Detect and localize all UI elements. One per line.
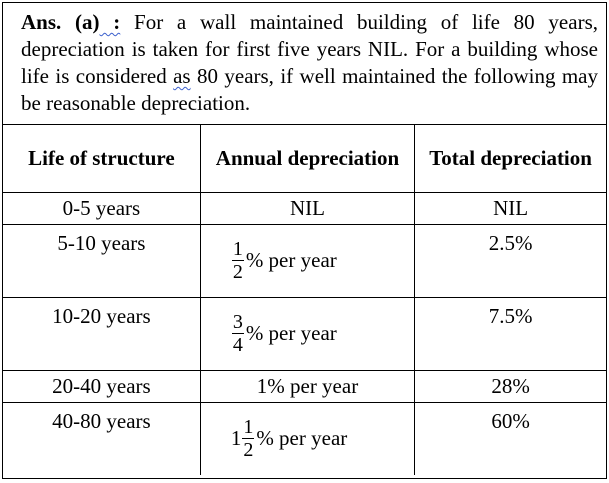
life-cell: 5-10 years: [3, 224, 200, 297]
fraction-denominator: 2: [232, 261, 243, 283]
header-annual-depreciation: Annual depreciation: [200, 125, 414, 192]
total-cell: NIL: [415, 192, 606, 224]
annual-cell: NIL: [200, 192, 414, 224]
answer-label-text: Ans. (a): [21, 10, 100, 34]
rate-suffix: % per year: [245, 248, 337, 272]
table-row: [3, 224, 606, 297]
fraction-denominator: 2: [243, 439, 254, 461]
answer-label: [21, 10, 120, 34]
life-cell: 20-40 years: [3, 370, 200, 402]
rate-suffix: % per year: [245, 321, 337, 345]
annual-cell: [200, 224, 414, 297]
table-row: [3, 297, 606, 370]
answer-text-part-1: For a wall maintained building of life 80 years, depreciation is taken for first five years NIL. For a building whose life is considered: [21, 10, 598, 88]
table-row: [3, 370, 606, 402]
rate-whole: 1: [230, 426, 242, 450]
table-row: [3, 402, 606, 475]
answer-colon: :: [99, 10, 121, 34]
fraction-numerator: 3: [232, 311, 243, 333]
total-cell: 60%: [491, 408, 530, 433]
total-cell: 28%: [415, 370, 606, 402]
header-total-depreciation: Total depreciation: [415, 125, 606, 192]
table-header-row: [3, 125, 606, 192]
rate-fraction: [232, 238, 244, 283]
fraction-numerator: 1: [232, 238, 243, 260]
header-life-of-structure: Life of structure: [3, 125, 200, 192]
table-row: [3, 192, 606, 224]
annual-cell: 1% per year: [200, 370, 414, 402]
total-cell: 2.5%: [415, 224, 606, 297]
life-cell: 0-5 years: [3, 192, 200, 224]
rate-fraction: [242, 416, 254, 461]
answer-text-part-2: 80 years, if well maintained the following may be reasonable depreciation.: [21, 64, 598, 115]
rate-suffix: % per year: [256, 426, 348, 450]
depreciation-table: [3, 125, 606, 475]
answer-box: [2, 2, 607, 479]
fraction-denominator: 4: [232, 334, 243, 356]
answer-text-as: as: [173, 64, 191, 88]
total-cell: 7.5%: [415, 297, 606, 370]
answer-paragraph: [3, 3, 606, 125]
fraction-numerator: 1: [243, 416, 254, 438]
life-cell: 10-20 years: [3, 297, 200, 370]
annual-cell: [200, 297, 414, 370]
life-cell: 40-80 years: [3, 402, 200, 475]
rate-fraction: [232, 311, 244, 356]
annual-cell: [200, 402, 414, 475]
